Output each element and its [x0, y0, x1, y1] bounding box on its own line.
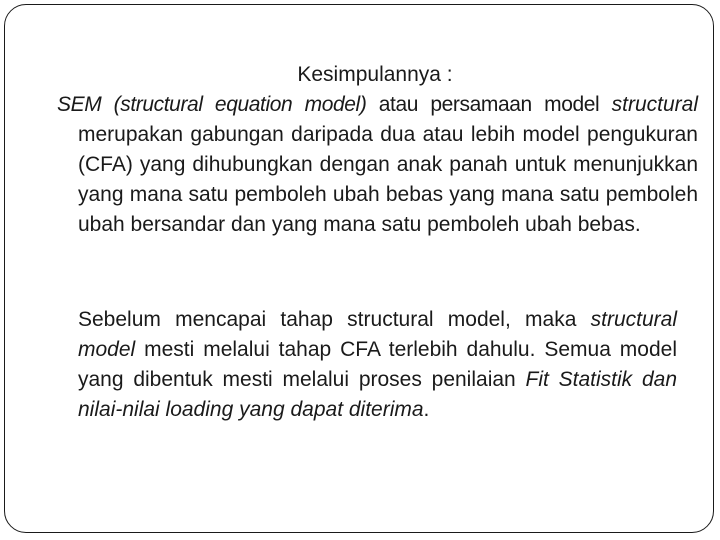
paragraph-sem-definition: [57, 90, 698, 240]
paragraph2-text-b: mesti melalui tahap CFA terlebih dahulu. Semua model yang dibentuk mesti melalui proses penilaian: [78, 338, 677, 391]
structural-term: structural: [611, 93, 698, 116]
structural-model-term: structural model: [78, 308, 677, 361]
paragraph1-text-b: merupakan gabungan daripada dua atau lebih model pengukuran (CFA) yang dihubungkan dengan anak panah untuk menunjukkan yang mana satu pemboleh ubah bebas yang mana satu pemboleh ubah bersandar dan yang mana satu pemboleh ubah bebas.: [78, 123, 698, 236]
paragraph2-text-c: .: [423, 398, 430, 421]
sem-expansion: structural equation model: [120, 93, 360, 116]
slide-title: Kesimpulannya :: [297, 63, 453, 86]
sem-abbreviation: SEM: [57, 93, 102, 116]
close-paren: ): [359, 93, 379, 116]
paragraph-cfa-requirement: [78, 305, 677, 425]
paragraph1-text-a: atau persamaan model: [378, 93, 612, 116]
fit-statistik-term: Fit Statistik dan nilai-nilai loading yang dapat diterima: [78, 368, 677, 421]
paragraph2-text-a: Sebelum mencapai tahap structural model, maka: [78, 308, 591, 331]
open-paren: (: [101, 93, 121, 116]
